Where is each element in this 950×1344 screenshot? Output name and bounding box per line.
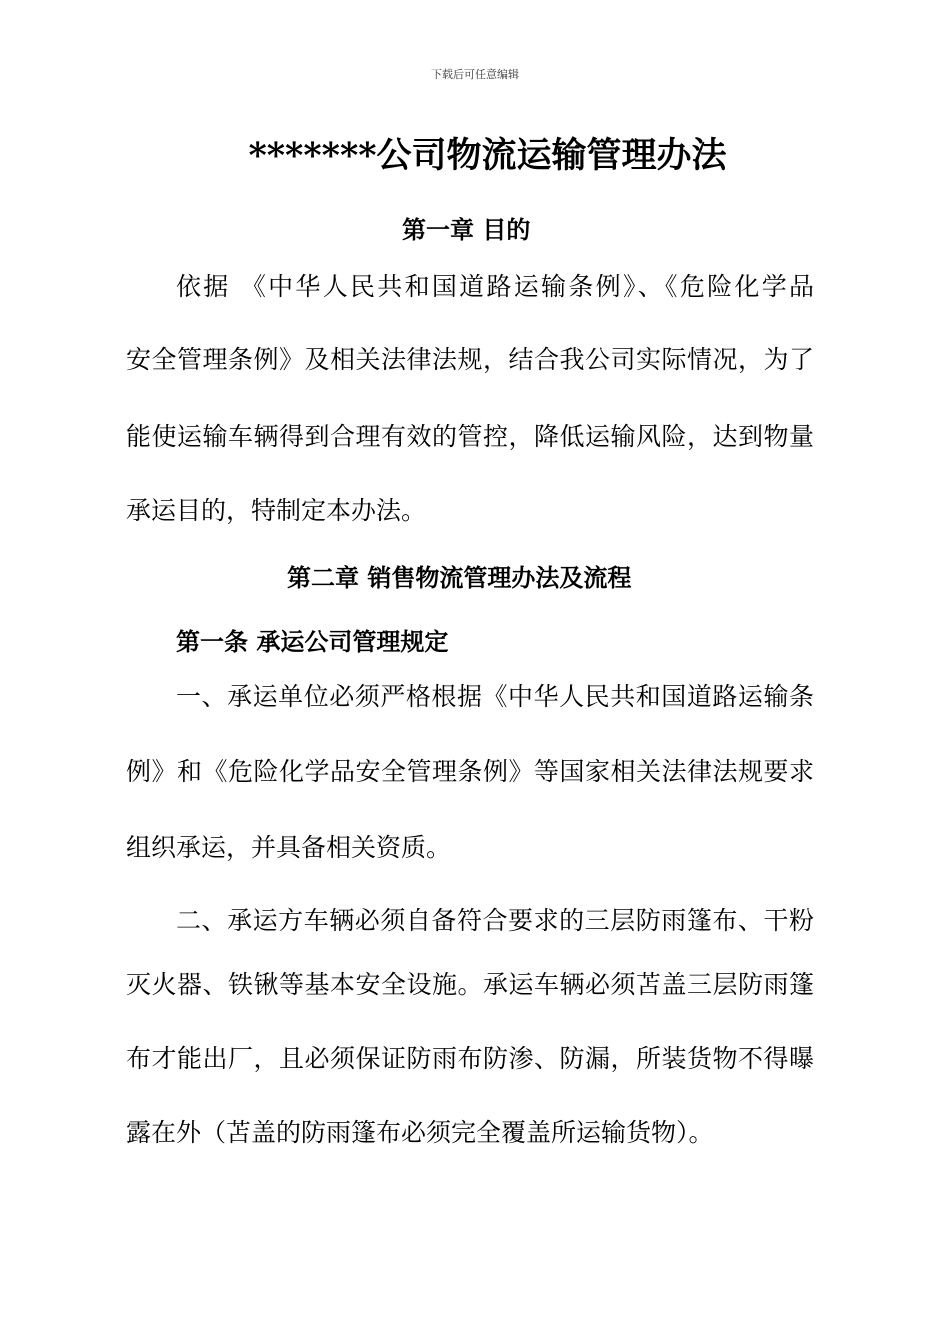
paragraph-line: 一、承运单位必须严格根据《中华人民共和国道路运输条 <box>176 682 814 711</box>
article1-heading: 第一条 承运公司管理规定 <box>176 627 449 656</box>
paragraph-line: 能使运输车辆得到合理有效的管控，降低运输风险，达到物量 <box>126 422 814 451</box>
document-title: *******公司物流运输管理办法 <box>248 135 727 176</box>
paragraph-line: 灭火器、铁锹等基本安全设施。承运车辆必须苫盖三层防雨篷 <box>126 970 814 999</box>
paragraph-line: 承运目的，特制定本办法。 <box>126 496 427 525</box>
paragraph-line: 组织承运，并具备相关资质。 <box>126 833 452 862</box>
paragraph-line: 依据 《中华人民共和国道路运输条例》、《危险化学品 <box>176 272 814 301</box>
chapter1-heading: 第一章 目的 <box>402 215 531 244</box>
paragraph-line: 布才能出厂，且必须保证防雨布防渗、防漏，所装货物不得曝 <box>126 1044 814 1073</box>
paragraph-line: 二、承运方车辆必须自备符合要求的三层防雨篷布、干粉 <box>176 906 814 935</box>
paragraph-line: 例》和《危险化学品安全管理条例》等国家相关法律法规要求 <box>126 757 814 786</box>
paragraph-line: 露在外（苫盖的防雨篷布必须完全覆盖所运输货物）。 <box>126 1118 714 1147</box>
chapter2-heading: 第二章 销售物流管理办法及流程 <box>287 563 632 592</box>
header-note: 下载后可任意编辑 <box>431 68 519 81</box>
paragraph-line: 安全管理条例》及相关法律法规，结合我公司实际情况，为了 <box>126 345 814 374</box>
